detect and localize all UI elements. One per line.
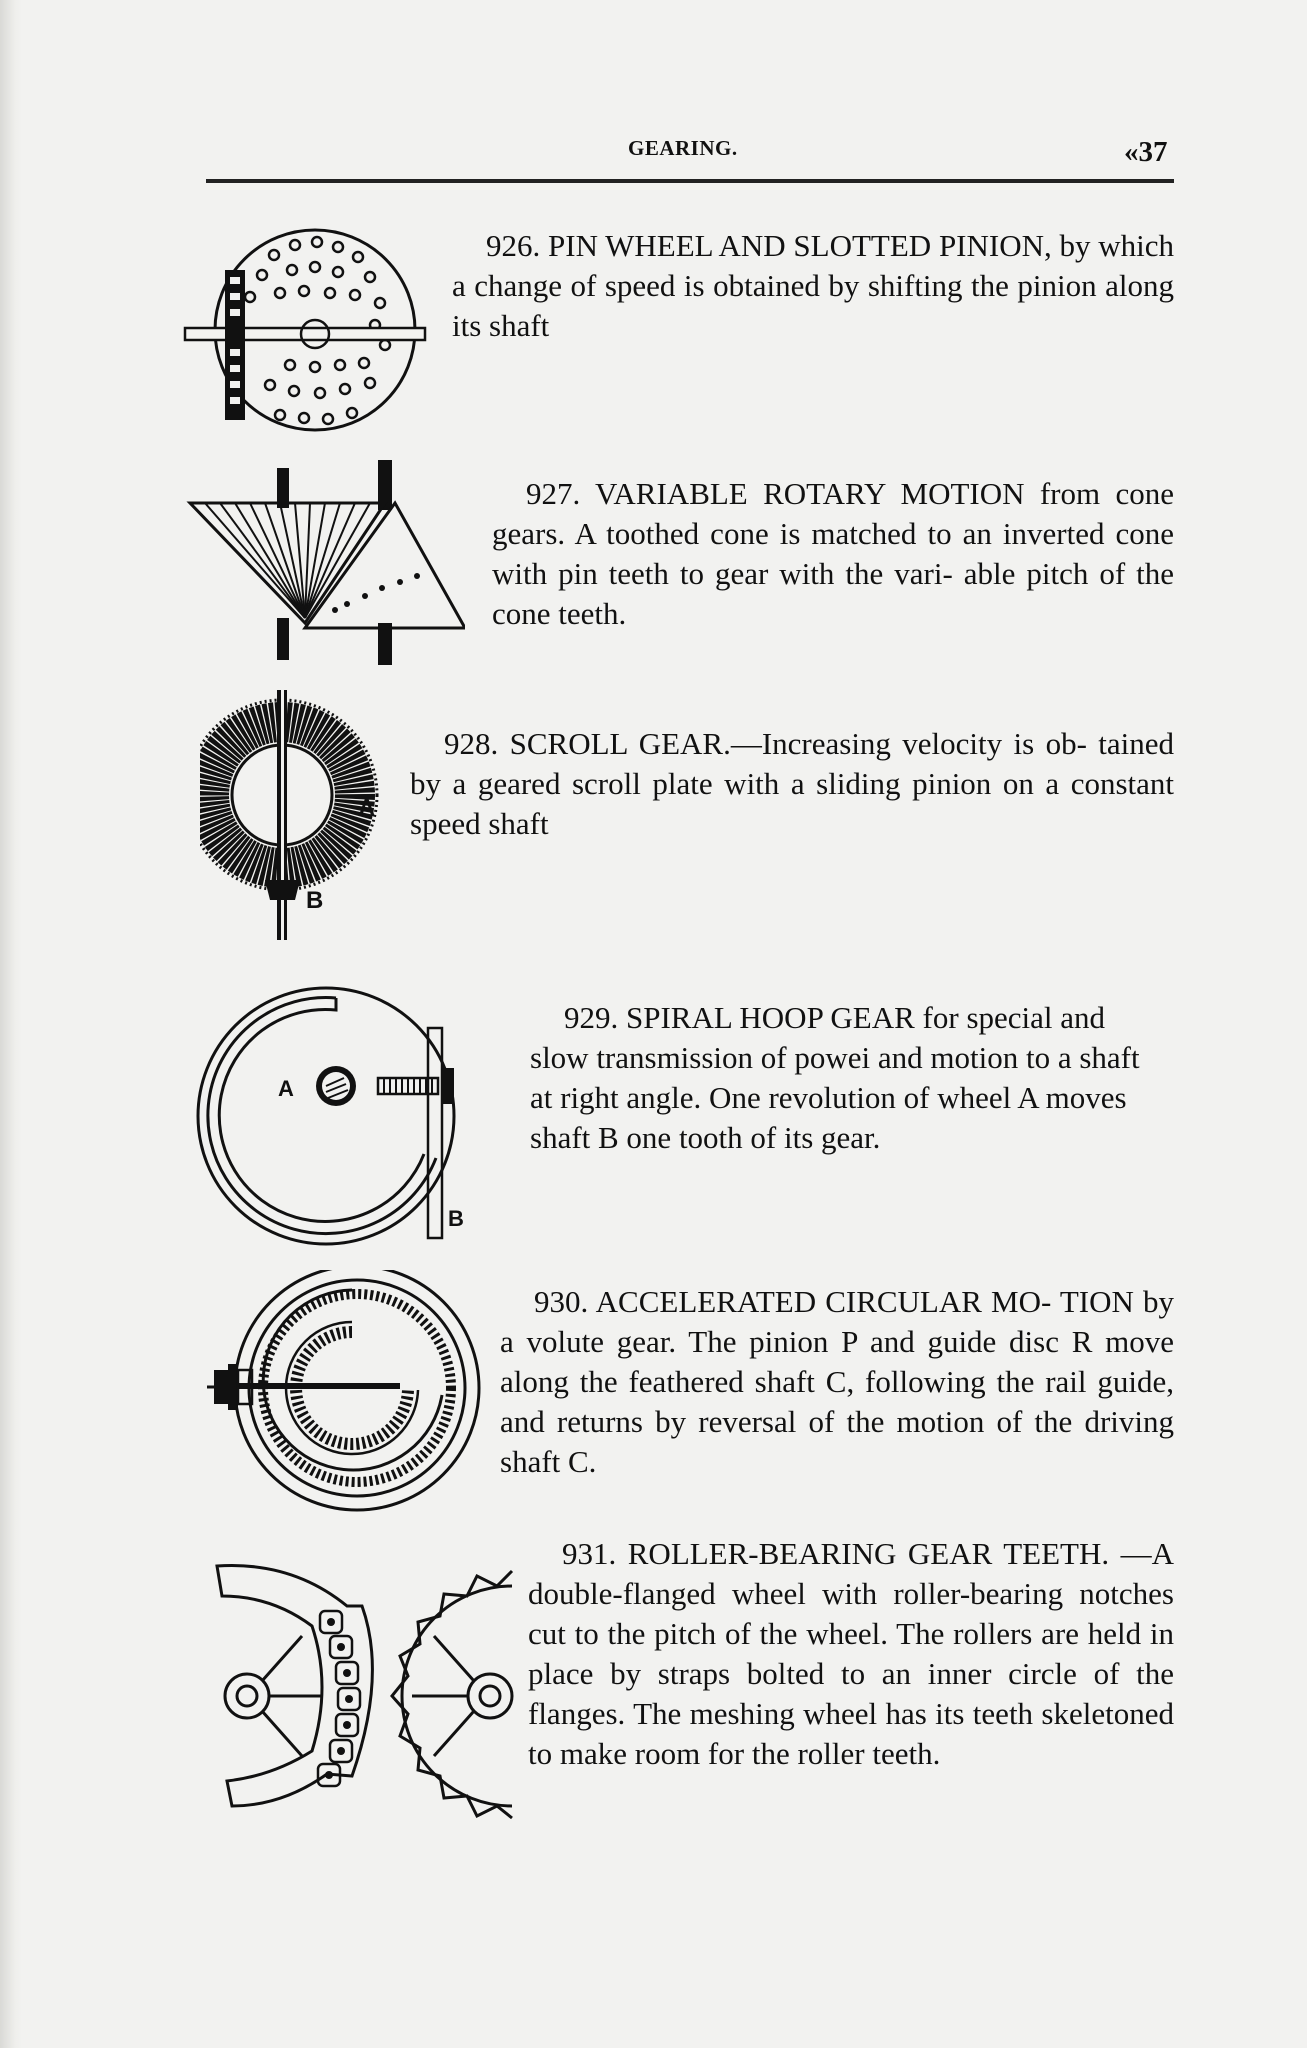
entry-931 (528, 1534, 1174, 1774)
entry-928 (410, 724, 1174, 844)
entry-927-text: VARIABLE ROTARY MOTION from cone gears. A toothed cone is matched to an inverted cone with pin teeth to gear with the vari- able pitch of the cone teeth. (492, 476, 1174, 631)
entry-931-number: 931. (562, 1536, 617, 1571)
figure-928-label-b: B (306, 887, 324, 914)
figure-927-cone-gears (185, 458, 465, 668)
entry-928-text: SCROLL GEAR.—Increasing velocity is ob- tained by a geared scroll plate with a sliding pinion on a constant speed shaft (410, 726, 1175, 841)
entry-930 (500, 1282, 1174, 1482)
page-number: «37 (1124, 136, 1168, 168)
entry-926 (452, 226, 1174, 346)
entry-929-text: SPIRAL HOOP GEAR for special and slow transmission of powei and motion to a shaft at right angle. One revolution of wheel A moves shaft B one tooth of its gear. (530, 1000, 1140, 1155)
entry-928-number: 928. (444, 726, 499, 761)
figure-929-spiral-hoop-gear (196, 978, 486, 1248)
entry-930-number: 930. (534, 1284, 589, 1319)
figure-929-label-a: A (278, 1076, 294, 1101)
figure-929-label-b: B (448, 1206, 464, 1231)
figure-928-label-a: A (358, 795, 376, 822)
figure-931-roller-bearing-gear (212, 1556, 522, 1826)
figure-928-scroll-gear (200, 685, 390, 945)
entry-926-number: 926. (486, 228, 541, 263)
figure-930-volute-gear (202, 1270, 492, 1520)
entry-926-text: PIN WHEEL AND SLOTTED PINION, by which a change of speed is obtained by shifting the pinion along its shaft (452, 228, 1175, 343)
running-title: GEARING. (628, 136, 738, 160)
entry-927 (492, 474, 1174, 634)
entry-927-number: 927. (526, 476, 581, 511)
entry-930-text: ACCELERATED CIRCULAR MO- TION by a volute gear. The pinion P and guide disc R move along the feathered shaft C, following the rail guide, and returns by reversal of the motion of the driving shaft C. (500, 1284, 1174, 1479)
entry-929-number: 929. (564, 1000, 619, 1035)
entry-931-text: ROLLER-BEARING GEAR TEETH. —A double-flanged wheel with roller-bearing notches cut to the pitch of the wheel. The rollers are held in place by straps bolted to an inner circle of the flanges. The meshing wheel has its teeth skeletoned to make room for the roller teeth. (528, 1536, 1174, 1771)
page-edge (0, 0, 22, 2048)
entry-929 (530, 998, 1166, 1158)
figure-926-pin-wheel (180, 225, 430, 435)
header-rule (206, 179, 1174, 183)
